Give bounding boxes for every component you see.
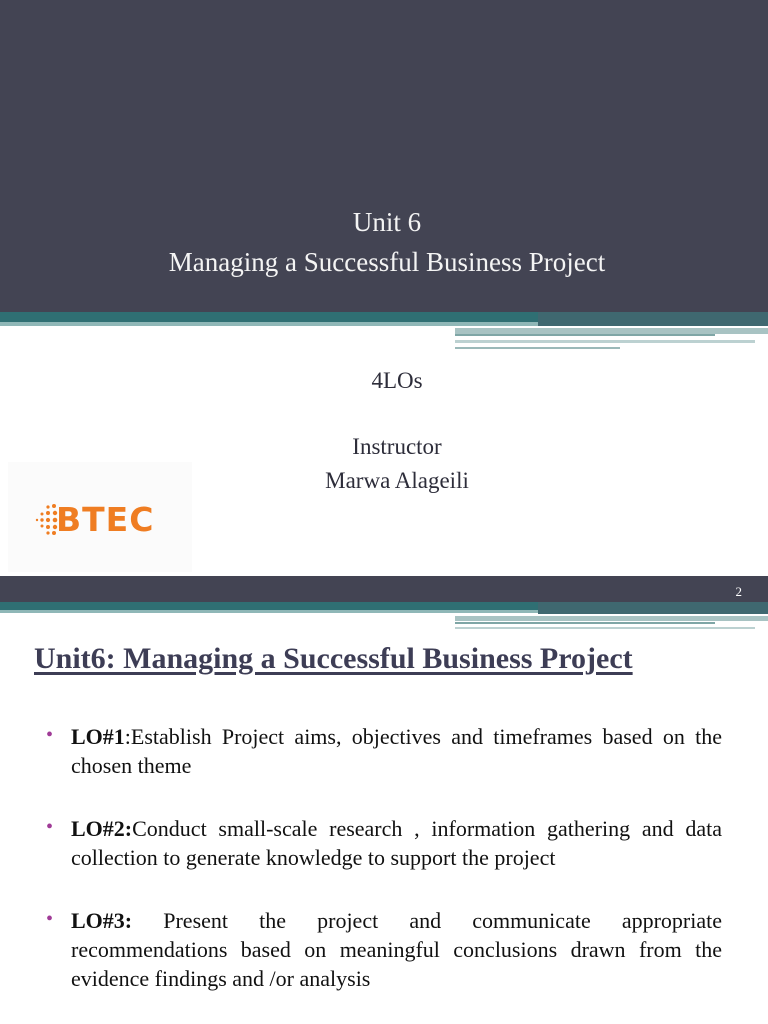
btec-logo-text: BTEC [56,500,155,539]
outcome-code: LO#1 [71,724,125,749]
page-number: 2 [735,584,742,599]
outcome-text: Present the project and communicate appropriate recommendations based on meaningful conclusions drawn from the evidence findings and /or analysis [71,908,722,991]
outcomes-title: Unit6: Managing a Successful Business Project [34,642,633,675]
outcome-code: LO#2: [71,816,133,841]
instructor-label: Instructor [352,434,442,459]
bullet-icon: • [46,724,54,746]
btec-dots-icon [34,502,58,536]
list-item [44,906,722,993]
btec-logo [8,462,192,572]
bullet-icon: • [46,908,54,930]
list-item [44,722,722,780]
unit-number: Unit 6 [352,207,422,237]
outcome-text: Conduct small-scale research , information gathering and data collection to generate knowledge to support the project [71,816,722,870]
outcomes-header-band [0,576,768,602]
learning-outcomes-list [44,722,722,1024]
bullet-icon: • [46,816,54,838]
learning-outcomes-count: 4LOs [371,368,423,393]
slide-title [0,202,768,282]
unit-title: Managing a Successful Business Project [168,247,606,277]
header-decoration [0,602,768,636]
outcomes-slide [0,576,768,1024]
list-item [44,814,722,872]
header-decoration [0,312,768,362]
instructor-name: Marwa Alageili [325,468,469,493]
outcome-text: :Establish Project aims, objectives and timeframes based on the chosen theme [71,724,722,778]
outcome-code: LO#3: [71,908,133,933]
